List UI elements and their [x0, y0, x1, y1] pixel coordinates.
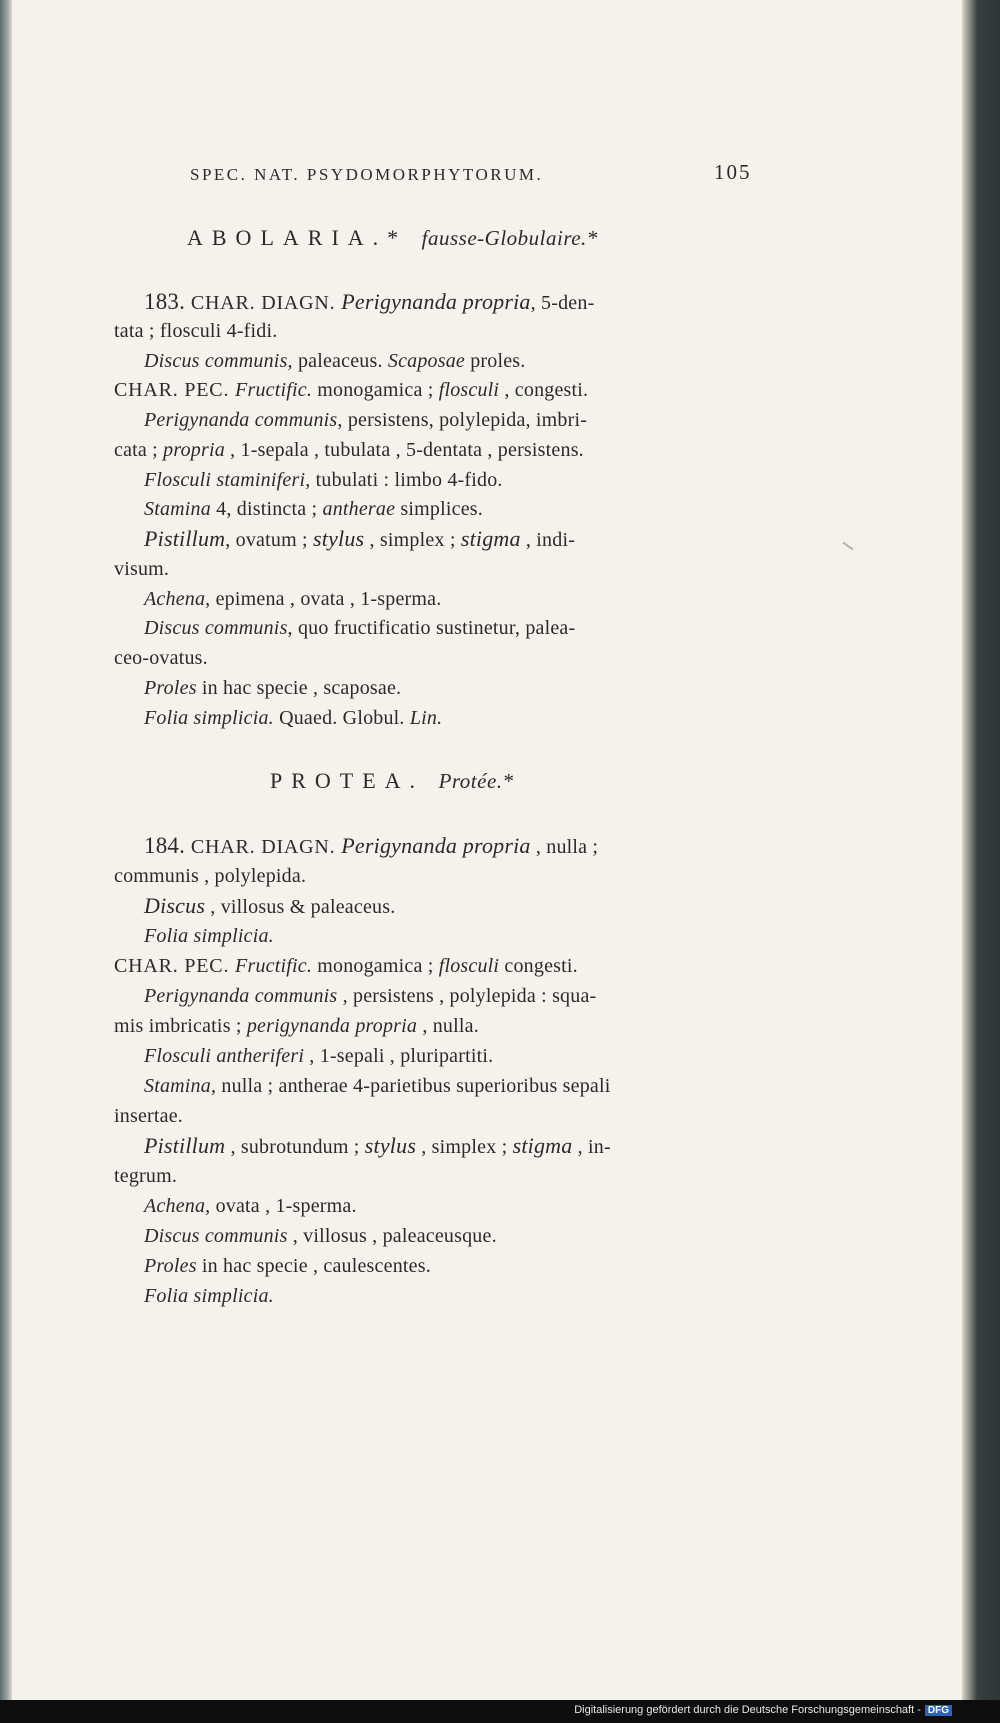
s1-line-9	[144, 527, 575, 552]
text-run: tegrum.	[114, 1165, 178, 1187]
italic-term: Stamina	[144, 498, 211, 520]
s1-line-10	[114, 557, 169, 581]
italic-term: Scaposae	[387, 350, 466, 372]
text-run: communis , polylepida.	[114, 865, 307, 887]
italic-term: flosculi	[438, 379, 500, 401]
text-run: proles.	[465, 350, 526, 372]
text-run: nulla ; antherae 4-parietibus superioribus sepali	[216, 1075, 611, 1097]
s2-line-7	[114, 1014, 479, 1038]
section-title-protea	[270, 769, 514, 793]
text-run: monogamica ;	[312, 955, 439, 977]
text-run: , nulla ;	[530, 836, 599, 858]
entry-number: 183.	[144, 289, 186, 314]
italic-term: Perigynanda communis	[144, 985, 338, 1007]
s2-line-9	[144, 1074, 611, 1098]
s1-line-1	[144, 290, 594, 315]
s1-line-13	[114, 646, 208, 670]
italic-term: Proles	[144, 1255, 197, 1277]
genus-name: PROTEA.	[270, 768, 425, 793]
italic-term: stylus	[364, 1133, 417, 1158]
char-label: CHAR. PEC.	[114, 379, 236, 401]
italic-term: Achena	[144, 1195, 206, 1217]
text-run: 4, distincta ;	[210, 498, 323, 520]
s2-line-4	[144, 924, 274, 948]
text-run: monogamica ;	[312, 379, 439, 401]
text-run: , indi-	[520, 529, 576, 551]
italic-term: Folia simplicia.	[144, 1285, 274, 1307]
s1-line-6	[114, 438, 584, 462]
text-run: tata ; flosculi 4-fidi.	[114, 320, 278, 342]
italic-term: Pistillum	[144, 1133, 226, 1158]
text-run: simplices.	[395, 498, 483, 520]
s2-line-1	[144, 834, 598, 859]
text-run: , villosus , paleaceusque.	[287, 1225, 497, 1247]
text-run: , persistens , polylepida : squa-	[337, 985, 597, 1007]
s1-line-7	[144, 468, 503, 492]
italic-term: Proles	[144, 677, 197, 699]
s1-line-11	[144, 587, 441, 611]
text-run: Quaed. Globul.	[273, 707, 410, 729]
s2-line-16	[144, 1284, 274, 1308]
text-run: , paleaceus.	[287, 350, 388, 372]
italic-term: Fructific.	[235, 379, 313, 401]
section-title-abolaria	[187, 226, 598, 250]
italic-term: stylus	[313, 526, 365, 551]
italic-term: Folia simplicia.	[144, 925, 274, 947]
running-head: SPEC. NAT. PSYDOMORPHYTORUM.	[190, 165, 544, 184]
italic-term: Flosculi staminiferi	[144, 469, 306, 491]
italic-term: Achena	[144, 588, 206, 610]
text-run: , 1-sepala , tubulata , 5-dentata , persistens.	[224, 439, 584, 461]
italic-term: Discus communis	[144, 617, 288, 639]
s2-line-8	[144, 1044, 493, 1068]
text-run: ceo-ovatus.	[114, 647, 208, 669]
s2-line-11	[144, 1134, 611, 1159]
text-run: , simplex ;	[416, 1136, 513, 1158]
italic-term: Lin.	[409, 707, 443, 729]
italic-term: Perigynanda communis	[144, 409, 338, 431]
s2-line-3	[144, 894, 395, 919]
s2-line-10	[114, 1104, 183, 1128]
genus-name-french: fausse-Globulaire.*	[421, 226, 598, 250]
text-run: , ovata , 1-sperma.	[205, 1195, 357, 1217]
italic-term: perigynanda propria	[246, 1015, 418, 1037]
s2-line-14	[144, 1224, 497, 1248]
text-run: , tubulati : limbo 4-fido.	[305, 469, 503, 491]
italic-term: propria	[163, 439, 225, 461]
italic-term: Folia simplicia.	[144, 707, 274, 729]
credit-text: Digitalisierung gefördert durch die Deutsche Forschungsgemeinschaft -	[574, 1704, 921, 1716]
text-run: insertae.	[114, 1105, 183, 1127]
s2-line-6	[144, 984, 596, 1008]
text-run: in hac specie , scaposae.	[196, 677, 402, 699]
entry-number: 184.	[144, 833, 186, 858]
s1-line-3	[144, 349, 526, 373]
text-run: , persistens, polylepida, imbri-	[337, 409, 588, 431]
italic-term: stigma	[512, 1133, 573, 1158]
italic-term: Discus communis	[144, 350, 288, 372]
italic-term: Perigynanda propria	[341, 833, 531, 858]
text-run: , 1-sepali , pluripartiti.	[304, 1045, 494, 1067]
s1-line-4	[114, 378, 588, 402]
text-run: , in-	[572, 1136, 611, 1158]
italic-term: stigma	[460, 526, 521, 551]
text-run: , villosus & paleaceus.	[205, 896, 396, 918]
text-run: congesti.	[499, 955, 578, 977]
s2-line-15	[144, 1254, 431, 1278]
digitization-credit	[574, 1704, 952, 1716]
text-run: , epimena , ovata , 1-sperma.	[205, 588, 442, 610]
text-run: in hac specie , caulescentes.	[196, 1255, 431, 1277]
paper-blemish	[843, 542, 854, 551]
s2-line-2	[114, 864, 306, 888]
text-run: , 5-den-	[530, 292, 595, 314]
char-label: CHAR. DIAGN.	[185, 836, 342, 858]
italic-term: Fructific.	[235, 955, 313, 977]
genus-name: ABOLARIA.*	[187, 225, 408, 250]
dfg-logo: DFG	[925, 1705, 952, 1716]
text-run: , simplex ;	[364, 529, 461, 551]
s2-line-5	[114, 954, 578, 978]
char-label: CHAR. PEC.	[114, 955, 236, 977]
text-run: , nulla.	[417, 1015, 479, 1037]
s1-line-8	[144, 497, 483, 521]
italic-term: Discus communis	[144, 1225, 288, 1247]
s2-line-12	[114, 1164, 177, 1188]
char-label: CHAR. DIAGN.	[185, 292, 342, 314]
italic-term: Discus	[144, 893, 206, 918]
italic-term: flosculi	[438, 955, 500, 977]
book-binding-edge	[0, 0, 12, 1723]
text-run: , quo fructificatio sustinetur, palea-	[287, 617, 576, 639]
text-run: , subrotundum ;	[225, 1136, 365, 1158]
italic-term: Flosculi antheriferi	[144, 1045, 305, 1067]
book-cover-edge	[962, 0, 1000, 1723]
text-run: visum.	[114, 558, 170, 580]
book-page	[12, 0, 962, 1700]
genus-name-french: Protée.*	[438, 769, 514, 793]
s1-line-2	[114, 319, 277, 343]
italic-term: antherae	[322, 498, 396, 520]
text-run: , congesti.	[499, 379, 589, 401]
italic-term: Perigynanda propria	[341, 289, 531, 314]
s1-line-12	[144, 616, 575, 640]
s1-line-5	[144, 408, 587, 432]
text-run: mis imbricatis ;	[114, 1015, 247, 1037]
italic-term: Stamina,	[144, 1075, 217, 1097]
text-run: cata ;	[114, 439, 164, 461]
s1-line-15	[144, 706, 442, 730]
italic-term: Pistillum	[144, 526, 226, 551]
text-run: , ovatum ;	[225, 529, 313, 551]
s2-line-13	[144, 1194, 357, 1218]
page-number: 105	[714, 160, 752, 184]
s1-line-14	[144, 676, 401, 700]
